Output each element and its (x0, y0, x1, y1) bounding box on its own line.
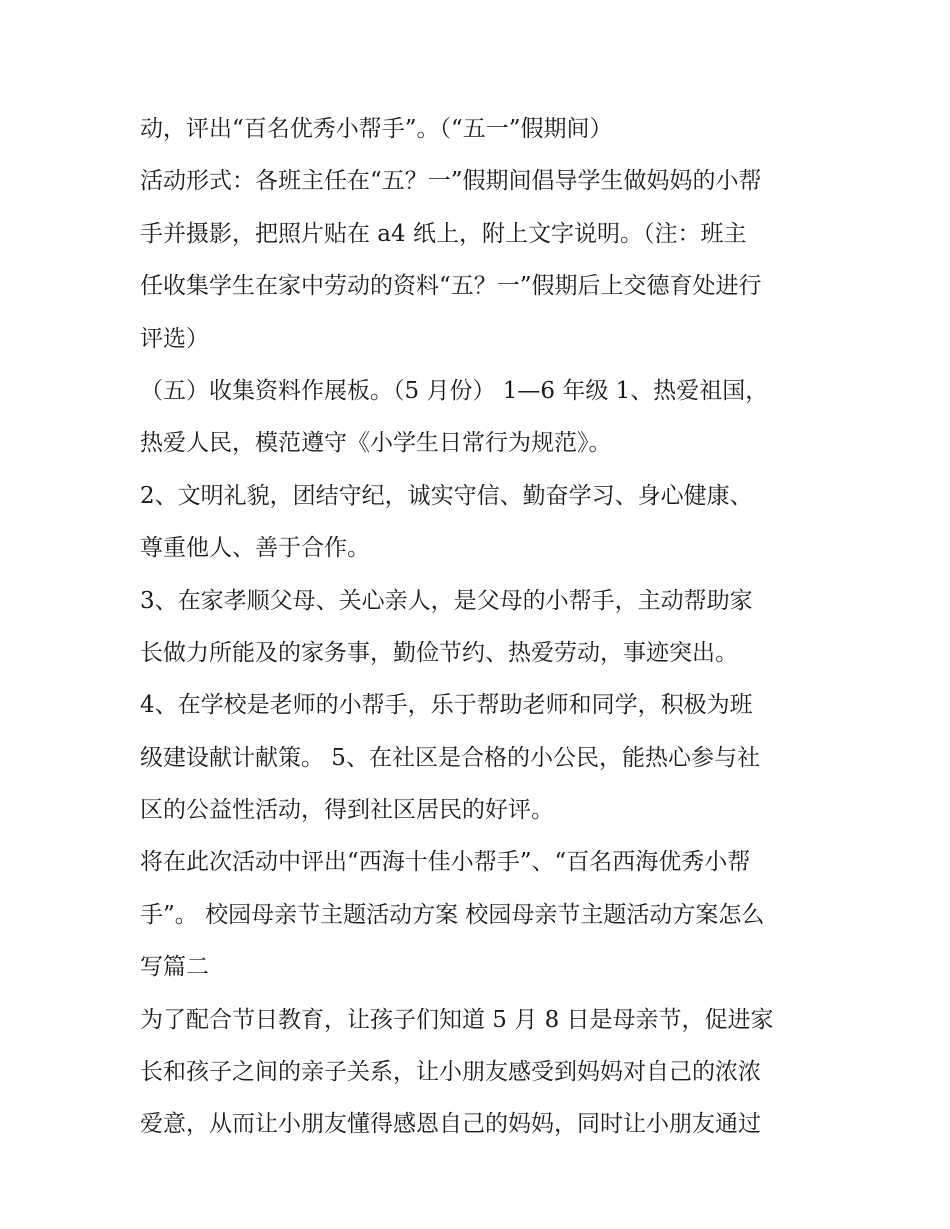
text-line: 任收集学生在家中劳动的资料“五？一”假期后上交德育处进行 (140, 273, 762, 300)
text-line: 将在此次活动中评出“西海十佳小帮手”、“百名西海优秀小帮 (140, 849, 751, 876)
text-line: 活动形式：各班主任在“五？一”假期间倡导学生做妈妈的小帮 (140, 168, 762, 195)
text-line: 写篇二 (140, 954, 209, 981)
text-line: （五）收集资料作展板。（5 月份） 1—6 年级 1、热爱祖国， (140, 377, 769, 404)
text-line: 为了配合节日教育，让孩子们知道 5 月 8 日是母亲节，促进家 (140, 1006, 774, 1033)
text-line: 长和孩子之间的亲子关系，让小朋友感受到妈妈对自己的浓浓 (140, 1059, 761, 1086)
text-line: 手并摄影，把照片贴在 a4 纸上，附上文字说明。（注：班主 (140, 220, 747, 247)
text-line: 热爱人民，模范遵守《小学生日常行为规范》。 (140, 430, 612, 457)
text-line: 2、文明礼貌，团结守纪，诚实守信、勤奋学习、身心健康、 (140, 482, 753, 509)
text-line: 评选） (140, 325, 209, 352)
text-line: 长做力所能及的家务事，勤俭节约、热爱劳动，事迹突出。 (140, 639, 738, 666)
document-body (140, 103, 830, 1151)
text-line: 级建设献计献策。 5、在社区是合格的小公民，能热心参与社 (140, 744, 760, 771)
text-line: 3、在家孝顺父母、关心亲人，是父母的小帮手，主动帮助家 (140, 587, 753, 614)
text-line: 4、在学校是老师的小帮手，乐于帮助老师和同学，积极为班 (140, 692, 753, 719)
text-line: 区的公益性活动，得到社区居民的好评。 (140, 797, 554, 824)
text-line: 爱意，从而让小朋友懂得感恩自己的妈妈，同时让小朋友通过 (140, 1111, 761, 1138)
text-line: 手”。 校园母亲节主题活动方案 校园母亲节主题活动方案怎么 (140, 901, 765, 928)
text-line: 动，评出“百名优秀小帮手”。（“五一”假期间） (140, 116, 613, 142)
text-line: 尊重他人、善于合作。 (140, 535, 370, 562)
